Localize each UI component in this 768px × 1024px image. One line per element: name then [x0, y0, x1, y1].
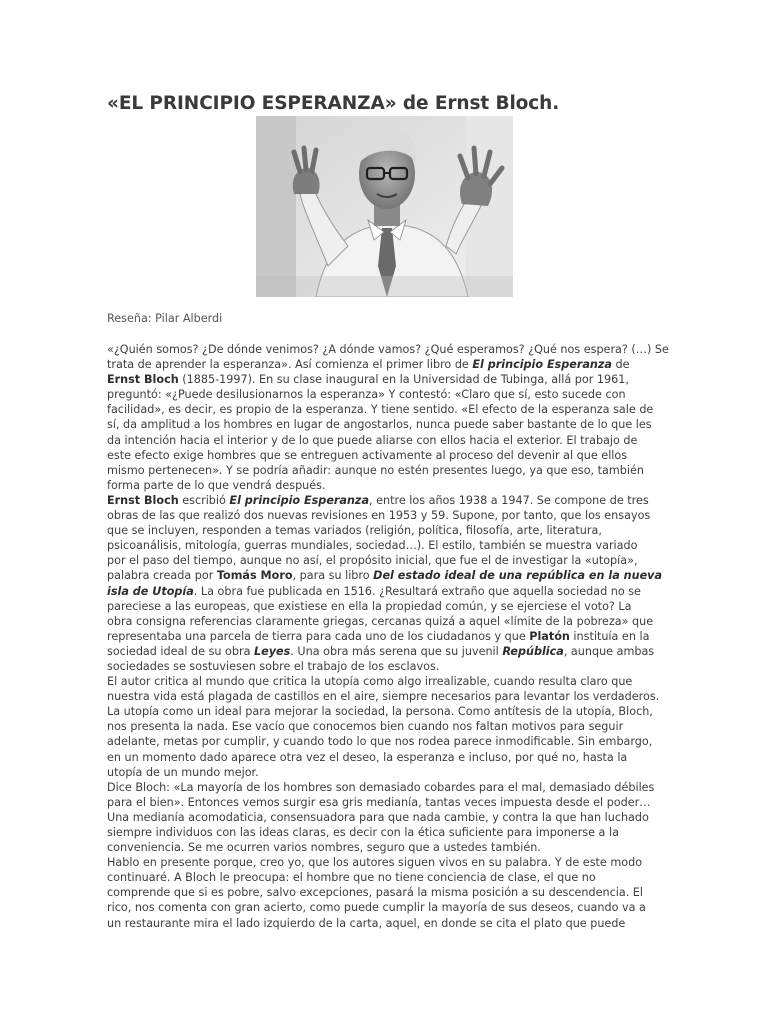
text-run: , para su libro [292, 569, 374, 583]
text-run: instituía en la [569, 629, 650, 643]
text-run: que se incluyen, responden a temas variados (religión, política, filosofía, arte, literatura, [107, 524, 602, 538]
text-line [107, 855, 667, 870]
text-line [107, 674, 667, 689]
text-line [107, 568, 667, 583]
text-run: La utopía como un ideal para mejorar la sociedad, la persona. Como antítesis de la utopía, Bloch, [107, 705, 653, 719]
text-line [107, 478, 667, 493]
text-run: forma parte de lo que vendrá después. [107, 478, 326, 492]
text-run: escribió [178, 493, 230, 507]
text-run: palabra creada por [107, 569, 217, 583]
text-run: nos presenta la nada. Ese vacío que conocemos bien cuando nos faltan motivos para seguir [107, 720, 624, 734]
text-run: «¿Quién somos? ¿De dónde venimos? ¿A dónde vamos? ¿Qué esperamos? ¿Qué nos espera? (…) Se [107, 343, 669, 356]
article-title: «EL PRINCIPIO ESPERANZA» de Ernst Bloch. [107, 93, 560, 114]
text-run: de [611, 358, 630, 372]
text-line [107, 629, 667, 644]
text-run: da intención hacia el interior y de lo que puede aliarse con ellos hacia el exterior. El trabajo de [107, 433, 638, 447]
emphasized-text: Platón [529, 629, 570, 643]
text-line [107, 900, 667, 915]
text-run: mismo pertenecen». Y se podría añadir: aunque no estén presentes luego, ya que eso, también [107, 463, 644, 477]
text-run: obras de las que realizó dos nuevas revisiones en 1953 y 59. Supone, por tanto, que los ensayos [107, 509, 651, 523]
text-run: preguntó: «¿Puede desilusionarnos la esperanza» Y contestó: «Claro que sí, esto sucede con [107, 388, 626, 402]
emphasized-text: Leyes [254, 644, 291, 658]
text-line [107, 523, 667, 538]
text-line [107, 870, 667, 885]
text-run: trata de aprender la esperanza». Así comienza el primer libro de [107, 358, 473, 372]
text-line [107, 810, 667, 825]
text-line [107, 584, 667, 599]
text-run: adelante, metas por cumplir, y cuando todo lo que nos rodea parece inmodificable. Sin embargo, [107, 735, 653, 749]
emphasized-text: Tomás Moro [216, 569, 293, 583]
text-run: sí, da amplitud a los hombres en lugar de angostarlos, nunca puede saber bastante de lo que les [107, 418, 652, 432]
text-line [107, 885, 667, 900]
text-line [107, 840, 667, 855]
text-run: sociedad ideal de su obra [107, 644, 255, 658]
text-line [107, 795, 667, 810]
text-line [107, 448, 667, 463]
text-line [107, 508, 667, 523]
text-line [107, 493, 667, 508]
text-run: este efecto exige hombres que se entreguen activamente al proceso del devenir al que ellos [107, 448, 628, 462]
text-run: Una medianía acomodaticia, consensuadora para que nada cambie, y contra la que han luchado [107, 810, 649, 824]
text-line [107, 719, 667, 734]
text-run: , aunque ambas [563, 644, 655, 658]
author-photo [256, 116, 513, 297]
text-line [107, 342, 667, 357]
text-line [107, 417, 667, 432]
text-run: utopía de un mundo mejor. [107, 765, 259, 779]
text-run: comprende que si es pobre, salvo excepciones, pasará la misma posición a su descendencia. El [107, 886, 643, 900]
emphasized-text: República [502, 644, 564, 658]
text-run: sociedades se sostuviesen sobre el trabajo de los esclavos. [107, 659, 440, 673]
text-line [107, 357, 667, 372]
text-line [107, 780, 667, 795]
text-run: psicoanálisis, mitología, guerras mundiales, sociedad…). El estilo, también se muestra variado [107, 539, 638, 553]
emphasized-text: isla de Utopía [107, 584, 194, 598]
text-run: facilidad», es decir, es propio de la esperanza. Y tiene sentido. «El efecto de la esperanza sale de [107, 403, 654, 417]
review-byline: Reseña: Pilar Alberdi [107, 312, 223, 325]
text-run: , entre los años 1938 a 1947. Se compone de tres [369, 493, 649, 507]
text-line [107, 644, 667, 659]
text-line [107, 553, 667, 568]
text-run: en un momento dado aparece otra vez el deseo, la esperanza e incluso, por qué no, hasta la [107, 750, 628, 764]
text-line [107, 704, 667, 719]
text-line [107, 825, 667, 840]
emphasized-text: El principio Esperanza [472, 358, 612, 372]
text-run: por el paso del tiempo, aunque no así, el propósito inicial, que fue el de investigar la «utopía», [107, 554, 638, 568]
text-run: obra consigna referencias claramente griegas, cercanas quizá a aquel «límite de la pobreza» que [107, 614, 654, 628]
text-run: conveniencia. Se me ocurren varios nombres, seguro que a ustedes también. [107, 841, 541, 855]
text-run: Hablo en presente porque, creo yo, que los autores siguen vivos en su palabra. Y de este modo [107, 856, 643, 870]
text-run: Dice Bloch: «La mayoría de los hombres son demasiado cobardes para el mal, demasiado débiles [107, 780, 655, 794]
text-line [107, 433, 667, 448]
text-run: pareciese a las europeas, que existiese en ella la propiedad común, y se ejerciese el voto? La [107, 599, 632, 613]
text-run: para el bien». Entonces vemos surgir esa gris medianía, tantas veces impuesta desde el poder… [107, 795, 651, 809]
emphasized-text: Del estado ideal de una república en la nueva [373, 569, 662, 583]
text-run: . La obra fue publicada en 1516. ¿Resultará extraño que aquella sociedad no se [193, 584, 641, 598]
text-line [107, 765, 667, 780]
text-run: El autor critica al mundo que critica la utopía como algo irrealizable, cuando resulta claro que [107, 675, 633, 689]
text-run: (1885-1997). En su clase inaugural en la Universidad de Tubinga, allá por 1961, [178, 373, 629, 387]
text-line [107, 538, 667, 553]
text-run: un restaurante mira el lado izquierdo de la carta, aquel, en donde se cita el plato que puede [107, 916, 626, 930]
emphasized-text: El principio Esperanza [229, 493, 369, 507]
text-run: rico, nos comenta con gran acierto, como puede cumplir la mayoría de sus deseos, cuando va a [107, 901, 646, 915]
text-line [107, 689, 667, 704]
text-run: representaba una parcela de tierra para cada uno de los ciudadanos y que [107, 629, 530, 643]
text-line [107, 659, 667, 674]
text-run: continuaré. A Bloch le preocupa: el hombre que no tiene conciencia de clase, el que no [107, 871, 596, 885]
text-run: . Una obra más serena que su juvenil [290, 644, 503, 658]
text-line [107, 614, 667, 629]
text-line [107, 734, 667, 749]
text-line [107, 916, 667, 931]
emphasized-text: Ernst Bloch [107, 373, 179, 387]
text-line [107, 372, 667, 387]
text-line [107, 387, 667, 402]
text-run: nuestra vida está plagada de castillos en el aire, siempre necesarios para levantar los verdaderos. [107, 690, 660, 704]
text-line [107, 599, 667, 614]
text-line [107, 463, 667, 478]
text-line [107, 402, 667, 417]
emphasized-text: Ernst Bloch [107, 493, 179, 507]
text-run: siempre individuos con las ideas claras, es decir con la ética suficiente para imponerse a la [107, 826, 619, 839]
text-line [107, 750, 667, 765]
article-body [107, 342, 667, 931]
